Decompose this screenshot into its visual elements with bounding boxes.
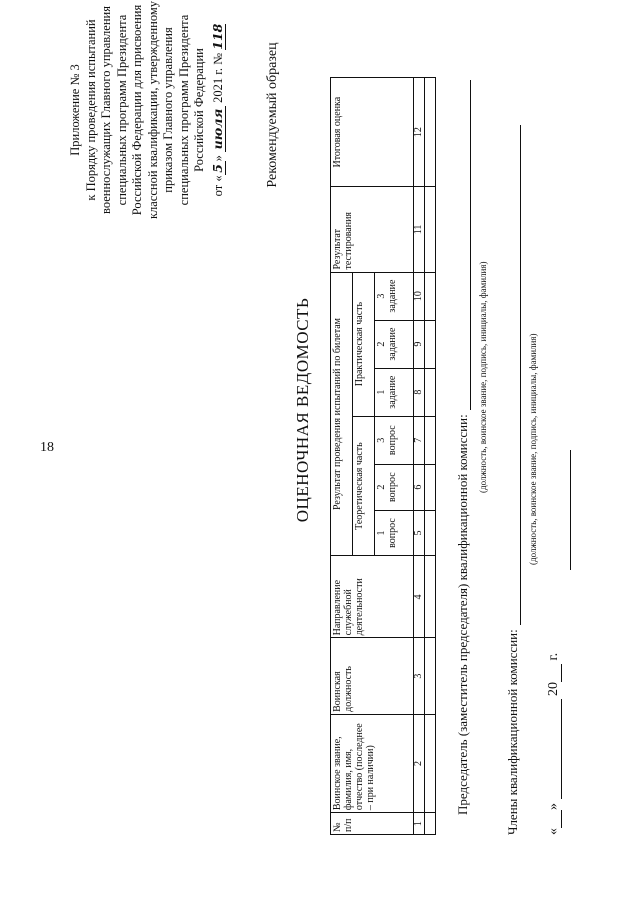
sub-theory-2: 2 вопрос — [374, 464, 413, 510]
col-number: 2 — [414, 714, 425, 812]
appendix-line: приказом Главного управления — [161, 27, 175, 193]
col-number: 3 — [414, 638, 425, 714]
header-position: Воинская должность — [331, 638, 414, 714]
appendix-line: специальных программ Президента — [114, 14, 129, 206]
order-number: 118 — [209, 23, 225, 50]
sub-theory-3: 3 вопрос — [374, 416, 413, 464]
header-final: Итоговая оценка — [331, 78, 414, 187]
appendix-line: специальных программ Президента — [176, 14, 191, 206]
grade-table — [330, 77, 436, 835]
date-month-blank — [545, 700, 562, 800]
sub-practice-1: 1 задание — [374, 368, 413, 416]
date-century: 20 — [546, 682, 561, 696]
sub-practice-2: 2 задание — [374, 320, 413, 368]
recommended-sample-label: Рекомендуемый образец — [265, 42, 280, 188]
document-title: ОЦЕНОЧНАЯ ВЕДОМОСТЬ — [293, 297, 312, 523]
header-num: № п/п — [331, 813, 414, 835]
appendix-line: военнослужащих Главного управления — [99, 6, 113, 214]
col-number: 4 — [414, 556, 425, 638]
chair-signature — [455, 55, 471, 815]
table-row — [425, 78, 436, 835]
col-number: 12 — [414, 78, 425, 187]
date-close-quote: » — [546, 803, 561, 810]
page-number: 18 — [40, 440, 54, 455]
chair-sign-line — [470, 80, 471, 410]
date-day-blank — [545, 810, 562, 828]
sub-theory-1: 1 вопрос — [374, 510, 413, 556]
sub-practice-3: 3 задание — [374, 272, 413, 320]
header-practice: Практическая часть — [352, 272, 374, 416]
sign-date — [545, 653, 562, 835]
col-number: 7 — [414, 416, 425, 464]
appendix-line: классной квалификации, утвержденному — [145, 0, 160, 220]
members-sign-line — [520, 125, 521, 625]
date-prefix: от « — [210, 175, 225, 197]
col-number: 11 — [414, 187, 425, 272]
date-day: 5 — [210, 161, 227, 175]
date-mid: » — [210, 155, 225, 162]
date-year: 2021 г. № — [210, 52, 225, 103]
date-year-blank — [545, 664, 562, 682]
col-number: 1 — [414, 813, 425, 835]
appendix-header — [68, 0, 226, 225]
members-extra-line — [570, 450, 571, 570]
members-signature — [505, 125, 521, 835]
header-testing: Результат тестирования — [331, 187, 414, 272]
col-number: 9 — [414, 320, 425, 368]
numbering-row — [414, 78, 425, 835]
date-month: июля — [210, 106, 227, 152]
header-results: Результат проведения испытаний по билетам — [331, 272, 353, 556]
appendix-line: Российской Федерации — [192, 48, 206, 172]
appendix-line: Российской Федерации для присвоения — [130, 4, 144, 216]
chair-caption: (должность, воинское звание, подпись, инициалы, фамилия) — [478, 261, 488, 493]
chair-label: Председатель (заместитель председателя) квалификационной комиссии: — [455, 414, 470, 815]
col-number: 6 — [414, 464, 425, 510]
appendix-line: Приложение № 3 — [68, 64, 82, 156]
col-number: 10 — [414, 272, 425, 320]
appendix-line: к Порядку проведения испытаний — [83, 19, 98, 201]
header-direction: Направление служебной деятельности — [331, 556, 414, 638]
header-name: Воинское звание, фамилия, имя, отчество (последнее – при наличии) — [331, 714, 414, 812]
date-open-quote: « — [546, 828, 561, 835]
members-label: Члены квалификационной комиссии: — [505, 629, 520, 835]
col-number: 8 — [414, 368, 425, 416]
date-suffix: г. — [546, 652, 561, 661]
col-number: 5 — [414, 510, 425, 556]
members-caption: (должность, воинское звание, подпись, инициалы, фамилия) — [528, 333, 538, 565]
header-theory: Теоретическая часть — [352, 416, 374, 556]
appendix-date-line — [210, 0, 227, 225]
